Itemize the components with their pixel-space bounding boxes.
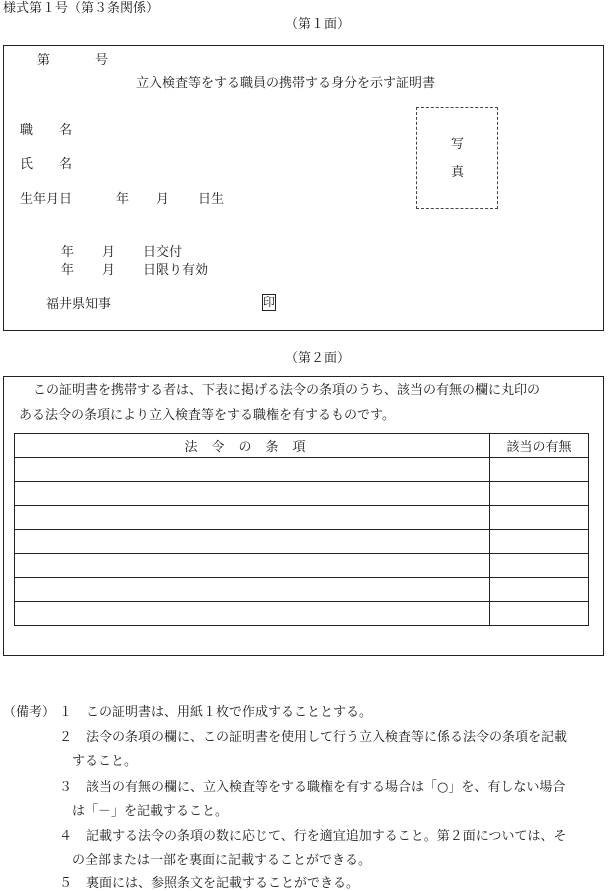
law-provision-cell	[15, 530, 490, 554]
applicability-cell	[490, 530, 589, 554]
certificate-title: 立入検査等をする職員の携帯する身分を示す証明書	[136, 76, 436, 91]
table-row	[15, 530, 589, 554]
photo-label-2: 真	[451, 165, 465, 180]
law-provision-cell	[15, 506, 490, 530]
law-provision-cell	[15, 602, 490, 626]
applicability-header: 該当の有無	[490, 434, 589, 458]
birth-month: 月	[156, 192, 170, 207]
remark-2-number: ２	[59, 730, 73, 745]
remark-2-line-2: すること。	[72, 754, 138, 769]
law-provision-header: 法令の条項	[15, 434, 490, 458]
valid-month: 月	[102, 263, 116, 278]
issue-month: 月	[102, 245, 116, 260]
table-row	[15, 578, 589, 602]
applicability-cell	[490, 554, 589, 578]
applicability-cell	[490, 602, 589, 626]
birth-day: 日生	[198, 192, 225, 207]
law-provisions-table	[14, 433, 589, 626]
seal-mark: 印	[263, 295, 276, 309]
table-row	[15, 458, 589, 482]
photo-area	[416, 107, 498, 209]
table-header-row	[15, 434, 589, 458]
remark-3-line-2: は「－」を記載すること。	[72, 804, 229, 819]
applicability-cell	[490, 482, 589, 506]
remark-4-line-1: 記載する法令の条項の数に応じて、行を適宜追加すること。第２面については、そ	[86, 829, 567, 844]
remark-3-number: ３	[59, 780, 73, 795]
form-number: 様式第１号（第３条関係）	[3, 1, 160, 16]
applicability-cell	[490, 506, 589, 530]
intro-line-2: ある法令の条項により立入検査等をする職権を有するものです。	[19, 408, 395, 423]
remark-5-line-1: 裏面には、参照条文を記載することができる。	[86, 876, 360, 891]
issue-year: 年	[61, 245, 75, 260]
issuer-name: 福井県知事	[46, 297, 112, 312]
remark-3-line-1: 該当の有無の欄に、立入検査等をする職権を有する場合は「○」を、有しない場合	[86, 780, 566, 795]
remark-1-number: １	[59, 705, 73, 720]
remark-5-number: ５	[59, 876, 73, 891]
certificate-number-suffix: 号	[95, 53, 109, 68]
photo-label-1: 写	[451, 137, 465, 152]
law-provision-cell	[15, 578, 490, 602]
position-label: 職 名	[20, 123, 73, 138]
birth-year: 年	[116, 192, 130, 207]
applicability-cell	[490, 578, 589, 602]
issue-day: 日交付	[143, 245, 183, 260]
applicability-cell	[490, 458, 589, 482]
birth-label: 生年月日	[20, 192, 73, 207]
remark-2-line-1: 法令の条項の欄に、この証明書を使用して行う立入検査等に係る法令の条項を記載	[86, 730, 568, 745]
remark-1-line-1: この証明書は、用紙１枚で作成することとする。	[86, 705, 373, 720]
name-label: 氏 名	[20, 157, 73, 172]
intro-line-1: この証明書を携帯する者は、下表に掲げる法令の条項のうち、該当の有無の欄に丸印の	[33, 383, 541, 398]
remark-4-number: ４	[59, 829, 73, 844]
certificate-number-prefix: 第	[37, 53, 51, 68]
law-provision-cell	[15, 554, 490, 578]
side1-heading: （第１面）	[285, 17, 351, 32]
law-provision-cell	[15, 482, 490, 506]
table-row	[15, 602, 589, 626]
table-row	[15, 482, 589, 506]
side2-heading: （第２面）	[285, 351, 351, 366]
table-row	[15, 506, 589, 530]
remarks-label: （備考）	[3, 705, 56, 720]
remark-4-line-2: の全部または一部を裏面に記載することができる。	[72, 853, 372, 868]
table-row	[15, 554, 589, 578]
law-provision-cell	[15, 458, 490, 482]
valid-year: 年	[61, 263, 75, 278]
valid-day: 日限り有効	[143, 263, 209, 278]
